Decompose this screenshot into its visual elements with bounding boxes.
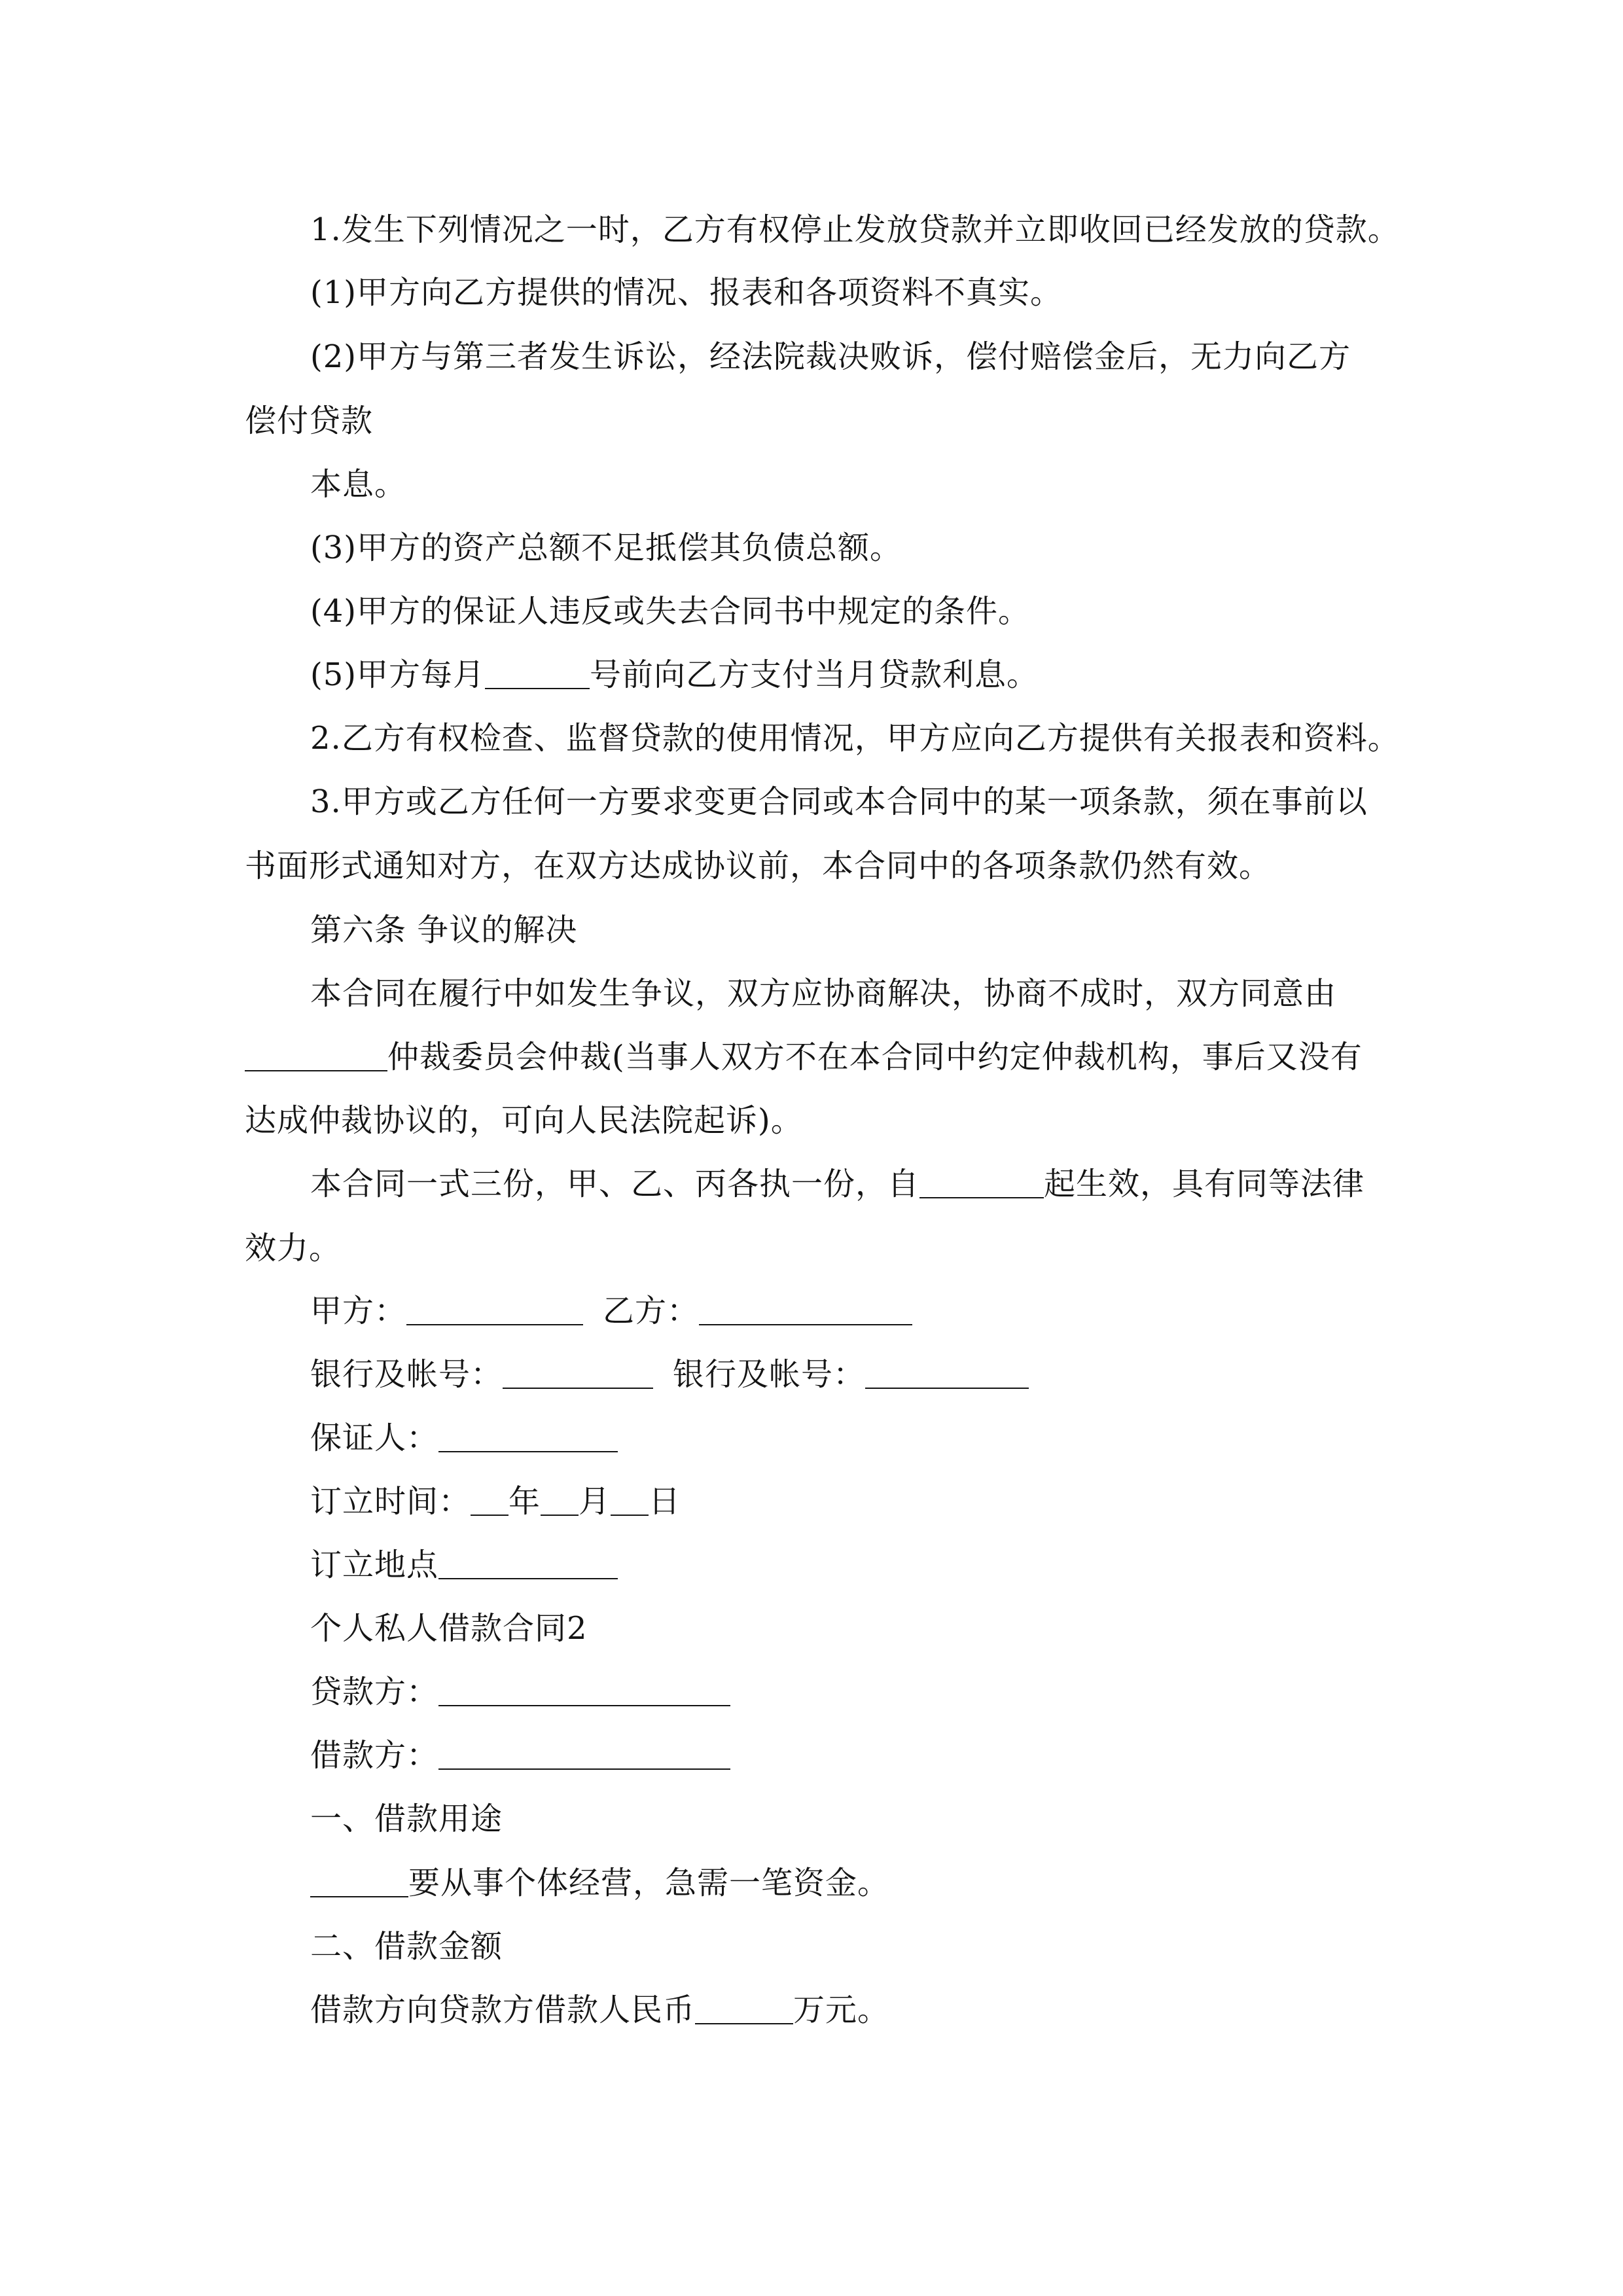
guarantor-blank[interactable] [438,1422,618,1452]
amount-blank[interactable] [695,1994,793,2024]
section-2-heading: 二、借款金额 [310,1928,503,1965]
clause-1-item-2-cont2: 本息。 [310,466,407,503]
section-1-heading: 一、借款用途 [310,1801,503,1837]
arbitration-blank[interactable] [245,1041,387,1071]
signature-parties: 甲方： 乙方： [310,1290,912,1332]
clause-2: 2.乙方有权检查、监督贷款的使用情况，甲方应向乙方提供有关报表和资料。 [310,720,1400,757]
day-blank[interactable] [485,659,590,689]
clause-1-item-1: (1)甲方向乙方提供的情况、报表和各项资料不真实。 [310,274,1062,311]
guarantor-line: 保证人： [310,1417,618,1459]
copies-text-cont: 效力。 [245,1230,342,1266]
dispute-text: 本合同在履行中如发生争议，双方应协商解决，协商不成时，双方同意由 [310,975,1337,1012]
section-1-text: 要从事个体经营，急需一笔资金。 [310,1862,889,1904]
place-line: 订立地点 [310,1544,618,1586]
clause-1-item-4: (4)甲方的保证人违反或失去合同书中规定的条件。 [310,593,1030,630]
bank-a-blank[interactable] [503,1359,653,1389]
clause-1-item-5: (5)甲方每月 号前向乙方支付当月贷款利息。 [310,656,1039,693]
date-line: 订立时间： 年 月 日 [310,1483,681,1520]
clause-1-item-3: (3)甲方的资产总额不足抵偿其负债总额。 [310,529,902,566]
day-blank-2[interactable] [611,1486,649,1516]
place-blank[interactable] [438,1549,618,1579]
bank-accounts: 银行及帐号： 银行及帐号： [310,1354,1029,1395]
lender-blank[interactable] [438,1676,730,1706]
dispute-text-cont2: 达成仲裁协议的，可向人民法院起诉)。 [245,1102,803,1139]
party-a-blank[interactable] [406,1295,583,1325]
borrower-line: 借款方： [310,1734,730,1776]
year-blank[interactable] [471,1486,508,1516]
borrower-blank[interactable] [438,1740,730,1770]
effective-date-blank[interactable] [919,1168,1044,1198]
bank-b-blank[interactable] [865,1359,1029,1389]
copies-text: 本合同一式三份，甲、乙、丙各执一份，自 起生效，具有同等法律 [310,1166,1365,1202]
clause-3: 3.甲方或乙方任何一方要求变更合同或本合同中的某一项条款，须在事前以 [310,783,1368,820]
section-2-text: 借款方向贷款方借款人民币 万元。 [310,1992,890,2028]
clause-1-item-2: (2)甲方与第三者发生诉讼，经法院裁决败诉，偿付赔偿金后，无力向乙方 [310,338,1351,375]
article-6-heading: 第六条 争议的解决 [310,912,578,948]
month-blank[interactable] [541,1486,579,1516]
purpose-blank[interactable] [310,1867,408,1897]
dispute-text-cont: 仲裁委员会仲裁(当事人双方不在本合同中约定仲裁机构，事后又没有 [245,1036,1363,1078]
clause-1-item-2-cont: 偿付贷款 [245,403,374,439]
lender-line: 贷款方： [310,1671,730,1713]
contract-2-title: 个人私人借款合同2 [310,1610,588,1647]
party-b-blank[interactable] [699,1295,912,1325]
clause-1: 1.发生下列情况之一时，乙方有权停止发放贷款并立即收回已经发放的贷款。 [310,211,1400,248]
clause-3-cont: 书面形式通知对方，在双方达成协议前，本合同中的各项条款仍然有效。 [245,848,1272,884]
